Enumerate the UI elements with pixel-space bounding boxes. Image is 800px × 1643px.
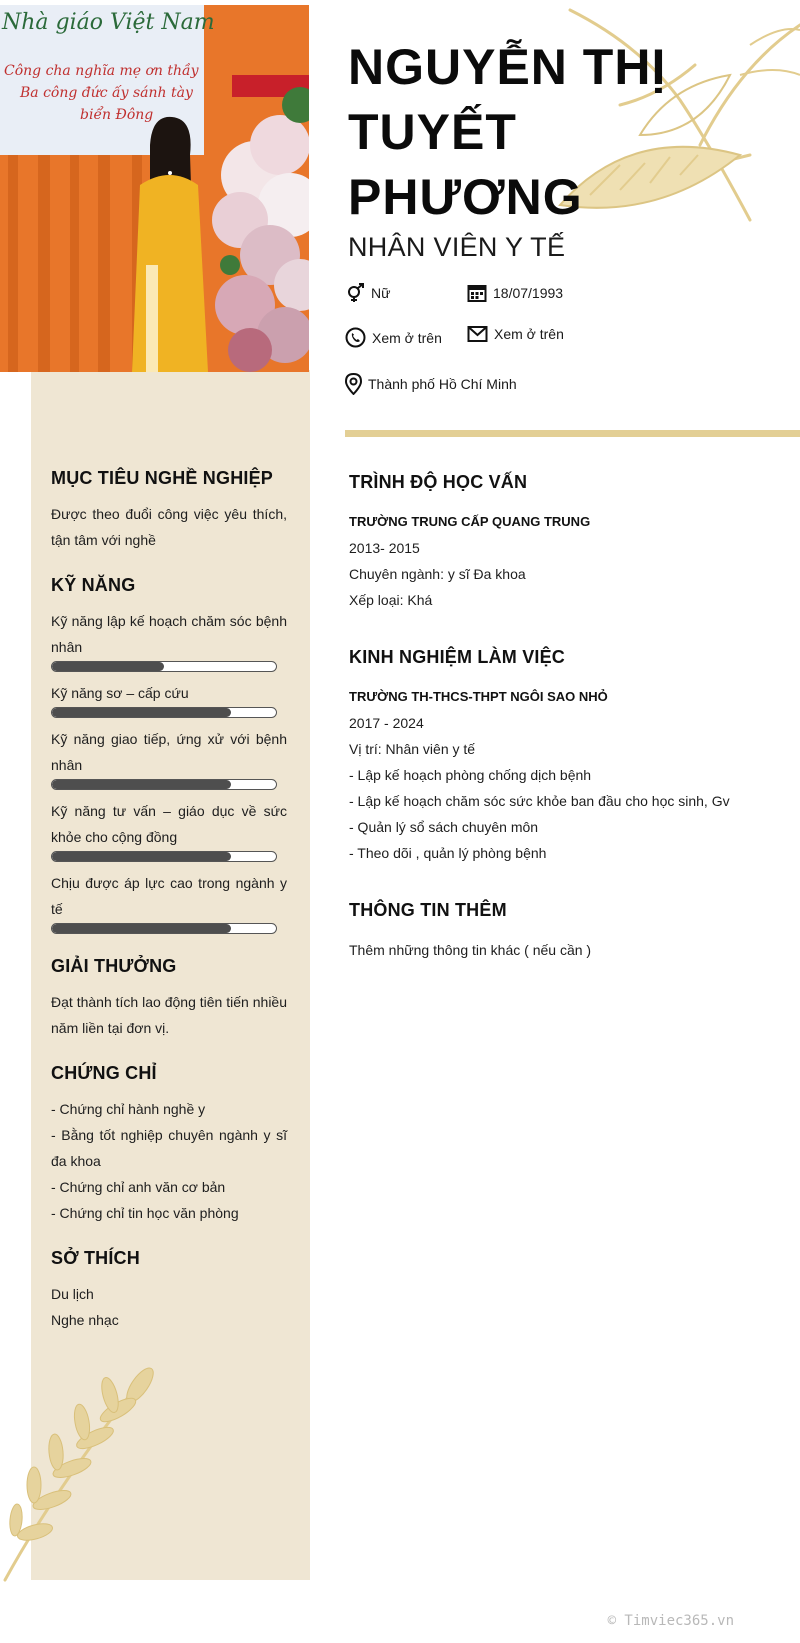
skill-level-fill bbox=[52, 662, 164, 671]
sidebar-content bbox=[51, 468, 287, 1355]
education-section bbox=[349, 472, 779, 613]
gender-value: Nữ bbox=[371, 285, 391, 301]
skill-level-fill bbox=[52, 780, 231, 789]
header-divider bbox=[345, 430, 800, 437]
profile-photo bbox=[0, 5, 309, 372]
skill-level-bar bbox=[51, 779, 277, 790]
skills-section bbox=[51, 575, 287, 934]
skill-item bbox=[51, 870, 287, 934]
education-major: Chuyên ngành: y sĩ Đa khoa bbox=[349, 566, 526, 582]
objective-text: Được theo đuổi công việc yêu thích, tận tâm với nghề bbox=[51, 506, 287, 548]
objective-title: MỤC TIÊU NGHỀ NGHIỆP bbox=[51, 468, 274, 488]
skills-title: KỸ NĂNG bbox=[51, 575, 136, 595]
experience-position: Vị trí: Nhân viên y tế bbox=[349, 741, 476, 757]
skill-level-bar bbox=[51, 661, 277, 672]
hobby-item: Du lịch bbox=[51, 1286, 94, 1302]
skill-name: Kỹ năng sơ – cấp cứu bbox=[51, 685, 189, 701]
skill-level-bar bbox=[51, 707, 277, 718]
company-name: TRƯỜNG TH-THCS-THPT NGÔI SAO NHỎ bbox=[349, 689, 608, 704]
job-title: NHÂN VIÊN Y TẾ bbox=[348, 232, 566, 262]
skills-list bbox=[51, 608, 287, 934]
experience-duty: - Theo dõi , quản lý phòng bệnh bbox=[349, 845, 547, 861]
skill-item bbox=[51, 798, 287, 862]
skill-level-fill bbox=[52, 852, 231, 861]
gender-icon bbox=[345, 283, 365, 303]
certificate-item: - Bằng tốt nghiệp chuyên ngành y sĩ đa khoa bbox=[51, 1127, 287, 1169]
phone-icon bbox=[345, 327, 366, 348]
name-line: PHƯƠNG bbox=[348, 169, 583, 225]
leaf-decoration-icon bbox=[0, 1360, 170, 1585]
location-pin-icon bbox=[345, 373, 362, 395]
skill-name: Chịu được áp lực cao trong ngành y tế bbox=[51, 875, 287, 917]
name-line: NGUYỄN THỊ bbox=[348, 39, 667, 95]
dob-value: 18/07/1993 bbox=[493, 285, 564, 301]
certificates-title: CHỨNG CHỈ bbox=[51, 1063, 157, 1083]
experience-duty: - Quản lý sổ sách chuyên môn bbox=[349, 819, 539, 835]
address-info bbox=[345, 373, 517, 395]
awards-title: GIẢI THƯỞNG bbox=[51, 956, 177, 976]
experience-duty: - Lập kế hoạch chăm sóc sức khỏe ban đầu cho học sinh, Gv bbox=[349, 793, 730, 809]
candidate-name bbox=[348, 35, 768, 230]
certificate-item: - Chứng chỉ anh văn cơ bản bbox=[51, 1179, 226, 1195]
skill-level-bar bbox=[51, 851, 277, 862]
certificate-item: - Chứng chỉ hành nghề y bbox=[51, 1101, 206, 1117]
certificates-section bbox=[51, 1063, 287, 1226]
awards-text: Đạt thành tích lao động tiên tiến nhiều năm liền tại đơn vị. bbox=[51, 994, 287, 1036]
hobby-item: Nghe nhạc bbox=[51, 1312, 119, 1328]
education-title: TRÌNH ĐỘ HỌC VẤN bbox=[349, 472, 528, 492]
skill-item bbox=[51, 680, 287, 718]
svg-text:Công cha nghĩa mẹ ơn thầy: Công cha nghĩa mẹ ơn thầy bbox=[4, 63, 199, 79]
phone-info bbox=[345, 327, 442, 348]
svg-text:Nhà giáo Việt Nam: Nhà giáo Việt Nam bbox=[2, 10, 215, 35]
objective-section bbox=[51, 468, 287, 553]
svg-text:Ba công đức ấy sánh tày: Ba công đức ấy sánh tày bbox=[20, 85, 193, 101]
certificate-item: - Chứng chỉ tin học văn phòng bbox=[51, 1205, 239, 1221]
skill-level-fill bbox=[52, 924, 231, 933]
skill-name: Kỹ năng lập kế hoạch chăm sóc bệnh nhân bbox=[51, 613, 287, 655]
main-content bbox=[349, 472, 779, 997]
extra-info-section bbox=[349, 900, 779, 963]
skill-level-fill bbox=[52, 708, 231, 717]
hobbies-section bbox=[51, 1248, 287, 1333]
address-value: Thành phố Hồ Chí Minh bbox=[368, 376, 517, 392]
experience-period: 2017 - 2024 bbox=[349, 715, 424, 731]
svg-text:biển Đông: biển Đông bbox=[80, 107, 154, 123]
phone-value: Xem ở trên bbox=[372, 329, 442, 346]
skill-item bbox=[51, 726, 287, 790]
email-value: Xem ở trên bbox=[494, 326, 564, 342]
extra-info-title: THÔNG TIN THÊM bbox=[349, 900, 507, 920]
awards-section bbox=[51, 956, 287, 1041]
school-name: TRƯỜNG TRUNG CẤP QUANG TRUNG bbox=[349, 514, 591, 529]
skill-name: Kỹ năng giao tiếp, ứng xử với bệnh nhân bbox=[51, 731, 287, 773]
watermark: © Timviec365.vn bbox=[607, 1613, 734, 1629]
education-period: 2013- 2015 bbox=[349, 540, 420, 556]
experience-title: KINH NGHIỆM LÀM VIỆC bbox=[349, 647, 566, 667]
dob-info bbox=[467, 283, 563, 303]
experience-section bbox=[349, 647, 779, 866]
extra-info-text: Thêm những thông tin khác ( nếu cần ) bbox=[349, 942, 592, 958]
experience-duty: - Lập kế hoạch phòng chống dịch bệnh bbox=[349, 767, 592, 783]
gender-info bbox=[345, 283, 390, 303]
hobbies-title: SỞ THÍCH bbox=[51, 1248, 140, 1268]
calendar-icon bbox=[467, 283, 487, 303]
education-grade: Xếp loại: Khá bbox=[349, 592, 433, 608]
name-line: TUYẾT bbox=[348, 104, 517, 160]
email-info bbox=[467, 325, 564, 343]
skill-level-bar bbox=[51, 923, 277, 934]
email-icon bbox=[467, 325, 488, 343]
skill-name: Kỹ năng tư vấn – giáo dục về sức khỏe cho cộng đồng bbox=[51, 803, 287, 845]
skill-item bbox=[51, 608, 287, 672]
